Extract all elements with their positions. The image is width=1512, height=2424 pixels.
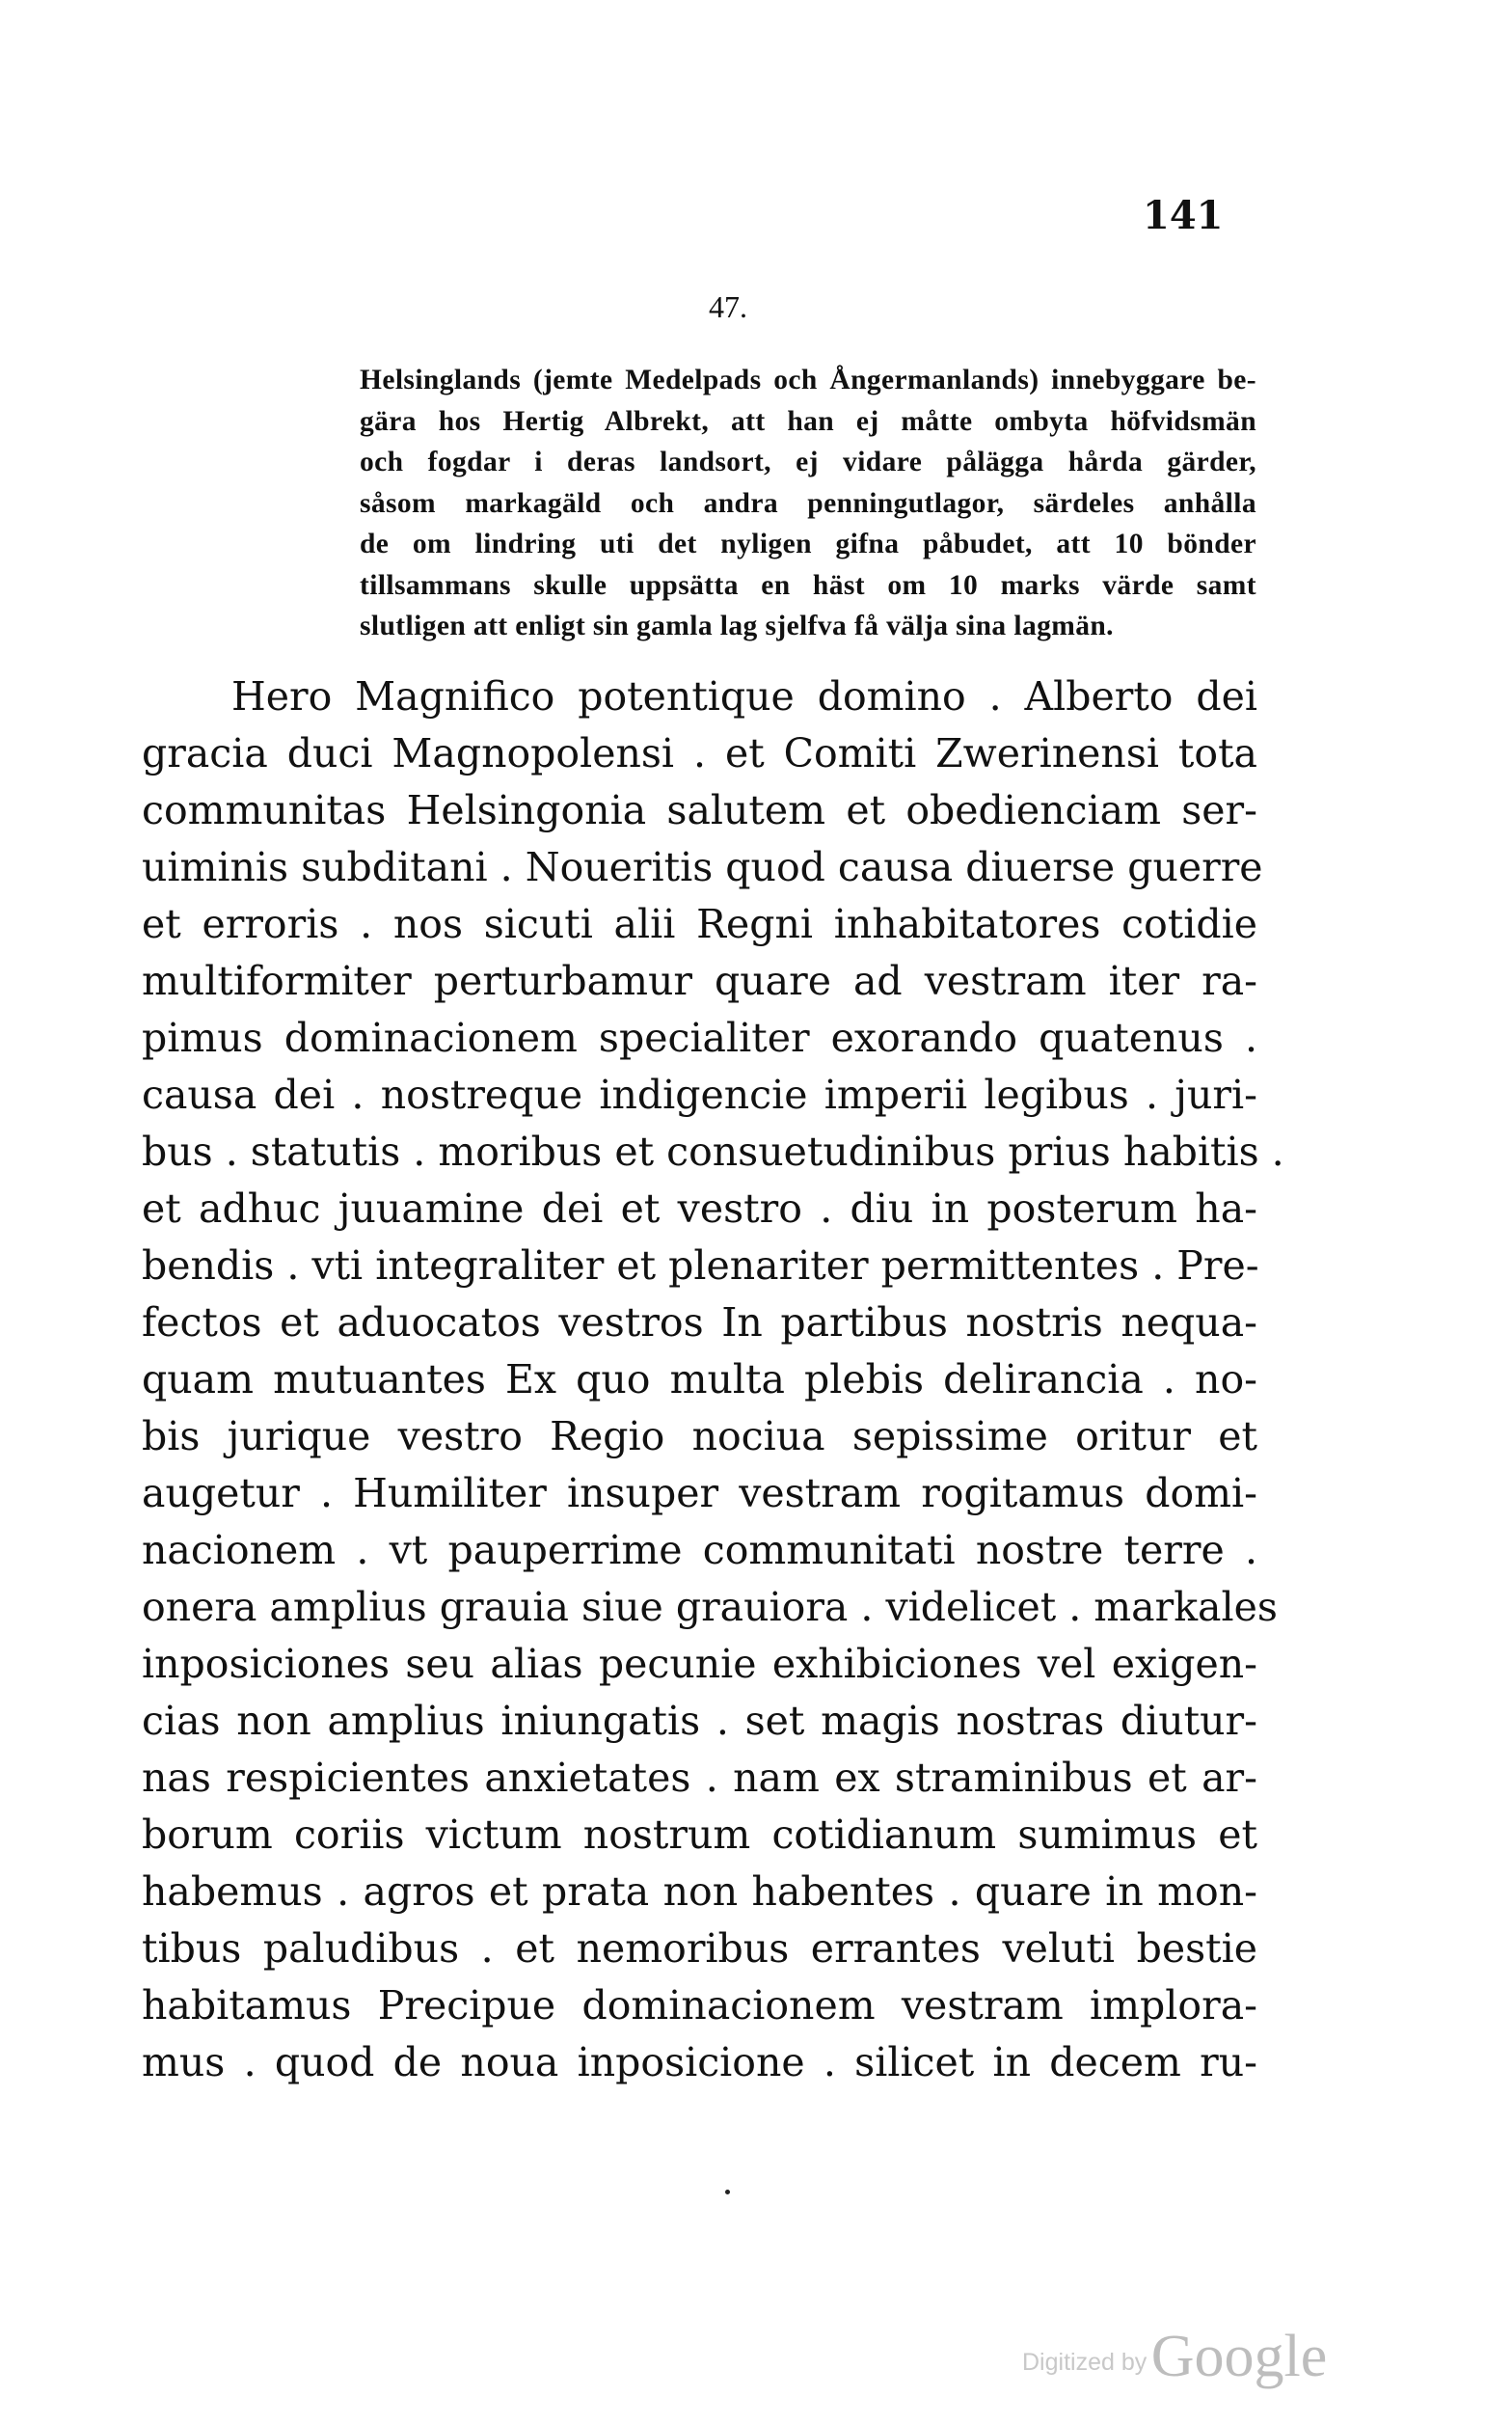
stray-ink-dot (725, 2190, 730, 2194)
body-line: communitas Helsingonia salutem et obedienciam ser- (142, 787, 1257, 833)
body-line: habemus . agros et prata non habentes . quare in mon- (142, 1868, 1257, 1915)
digitized-by-google-watermark (1022, 2323, 1327, 2391)
summary-line: gära hos Hertig Albrekt, att han ej måtte ombyta höfvidsmän (360, 405, 1256, 437)
body-line: nacionem . vt pauperrime communitati nostre terre . (142, 1527, 1257, 1573)
summary-line: tillsammans skulle uppsätta en häst om 10 marks värde samt (360, 569, 1256, 601)
summary-line: de om lindring uti det nyligen gifna påbudet, att 10 bönder (360, 529, 1256, 559)
body-line: nas respicientes anxietates . nam ex straminibus et ar- (142, 1755, 1257, 1801)
google-logo: Google (1150, 2324, 1328, 2389)
body-line: borum coriis victum nostrum cotidianum sumimus et (142, 1811, 1257, 1858)
body-line: bus . statutis . moribus et consuetudinibus prius habitis . (142, 1129, 1284, 1175)
body-line: augetur . Humiliter insuper vestram rogitamus domi- (142, 1470, 1257, 1516)
body-line: cias non amplius iniungatis . set magis nostras diutur- (142, 1698, 1257, 1744)
body-line: Hero Magnifico potentique domino . Alberto dei (231, 673, 1257, 720)
section-number: 47. (709, 289, 747, 324)
body-line: pimus dominacionem specialiter exorando quatenus . (142, 1015, 1257, 1061)
body-line: et adhuc juuamine dei et vestro . diu in posterum ha- (142, 1185, 1257, 1232)
body-line: uiminis subditani . Noueritis quod causa diuerse guerre (142, 844, 1263, 890)
body-line: mus . quod de noua inposicione . silicet in decem ru- (142, 2039, 1257, 2085)
body-line: fectos et aduocatos vestros In partibus nostris nequa- (142, 1299, 1257, 1346)
summary-line: och fogdar i deras landsort, ej vidare pålägga hårda gärder, (360, 447, 1256, 477)
body-line: inposiciones seu alias pecunie exhibiciones vel exigen- (142, 1641, 1257, 1687)
body-line: tibus paludibus . et nemoribus errantes veluti bestie (142, 1925, 1257, 1972)
watermark-prefix: Digitized by (1022, 2349, 1148, 2376)
body-line: et erroris . nos sicuti alii Regni inhabitatores cotidie (142, 901, 1257, 947)
body-line: causa dei . nostreque indigencie imperii legibus . juri- (142, 1072, 1257, 1118)
body-line: quam mutuantes Ex quo multa plebis delirancia . no- (142, 1356, 1257, 1403)
summary-line: Helsinglands (jemte Medelpads och Ångermanlands) innebyggare be- (360, 365, 1256, 395)
body-line: bendis . vti integraliter et plenariter permittentes . Pre- (142, 1242, 1259, 1289)
swedish-summary (360, 360, 1256, 647)
body-line: bis jurique vestro Regio nociua sepissime oritur et (142, 1413, 1257, 1459)
body-line: habitamus Precipue dominacionem vestram implora- (142, 1982, 1257, 2029)
summary-line: såsom markagäld och andra penningutlagor, särdeles anhålla (360, 487, 1256, 519)
body-line: multiformiter perturbamur quare ad vestram iter ra- (142, 958, 1257, 1004)
page-number: 141 (1143, 193, 1224, 238)
summary-line: slutligen att enligt sin gamla lag sjelfva få välja sina lagmän. (360, 611, 1114, 641)
latin-letter-text (142, 668, 1284, 2091)
body-line: gracia duci Magnopolensi . et Comiti Zwerinensi tota (142, 730, 1257, 776)
body-line: onera amplius grauia siue grauiora . videlicet . markales (142, 1584, 1278, 1630)
